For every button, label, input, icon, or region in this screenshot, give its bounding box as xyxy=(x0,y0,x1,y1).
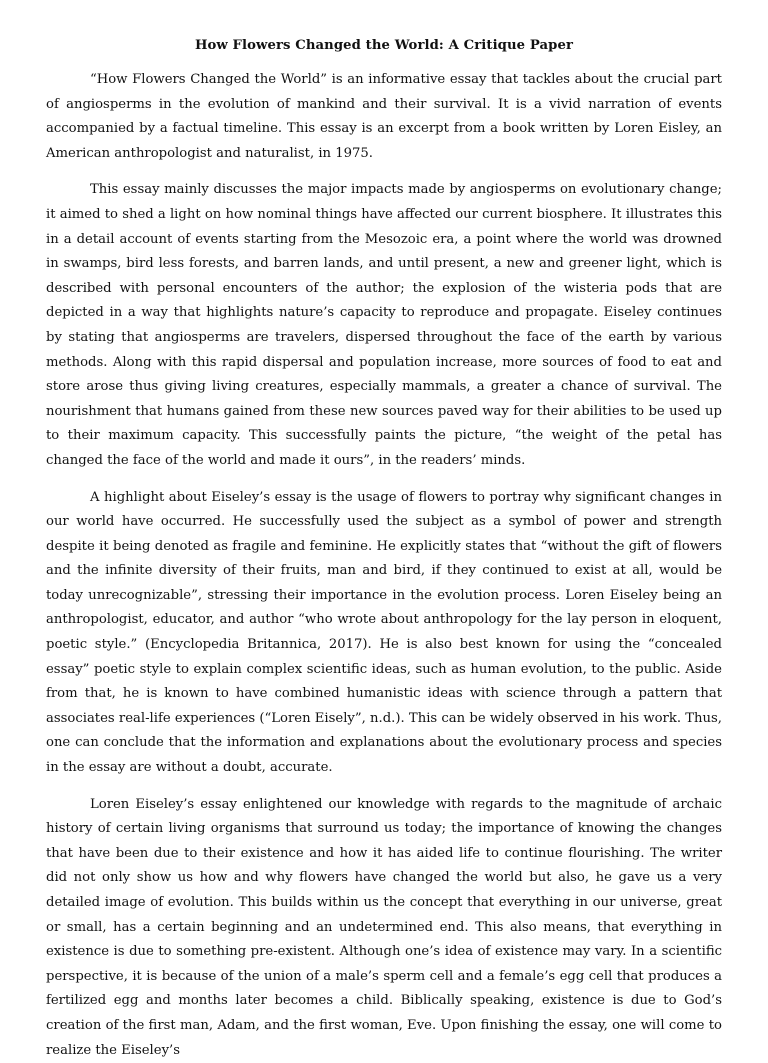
document-title: How Flowers Changed the World: A Critique Paper xyxy=(194,38,574,53)
paragraph-1: “How Flowers Changed the World” is an informative essay that tackles about the crucial part of angiosperms in the evolution of mankind and their survival. It is a vivid narration of events accompanied by a factual timeline. This essay is an excerpt from a book written by Loren Eisley, an American anthropologist and naturalist, in 1975. xyxy=(46,72,722,161)
paragraph-4: Loren Eiseley’s essay enlightened our knowledge with regards to the magnitude of archaic history of certain living organisms that surround us today; the importance of knowing the changes that have been due to their existence and how it has aided life to continue flourishing. The writer did not only show us how and why flowers have changed the world but also, he gave us a very detailed image of evolution. This builds within us the concept that everything in our universe, great or small, has a certain beginning and an undetermined end. This also means, that everything in existence is due to something pre-existent. Although one’s idea of existence may vary. In a scientific perspective, it is because of the union of a male’s sperm cell and a female’s egg cell that produces a fertilized egg and months later becomes a child. Biblically speaking, existence is due to God’s creation of the first man, Adam, and the first woman, Eve. Upon finishing the essay, one will come to realize the Eiseley’s xyxy=(46,796,722,1058)
paragraph-3: A highlight about Eiseley’s essay is the usage of flowers to portray why significant changes in our world have occurred. He successfully used the subject as a symbol of power and strength despite it being denoted as fragile and feminine. He explicitly states that “without the gift of flowers and the infinite diversity of their fruits, man and bird, if they continued to exist at all, would be today unrecognizable”, stressing their importance in the evolution process. Loren Eiseley being an anthropologist, educator, and author “who wrote about anthropology for the lay person in eloquent, poetic style.” (Encyclopedia Britannica, 2017). He is also best known for using the “concealed essay” poetic style to explain complex scientific ideas, such as human evolution, to the public. Aside from that, he is known to have combined humanistic ideas with science through a pattern that associates real-life experiences (“Loren Eisely”, n.d.). This can be widely observed in his work. Thus, one can conclude that the information and explanations about the evolutionary process and species in the essay are without a doubt, accurate. xyxy=(46,489,722,776)
paragraph-2: This essay mainly discusses the major impacts made by angiosperms on evolutionary change; it aimed to shed a light on how nominal things have affected our current biosphere. It illustrates this in a detail account of events starting from the Mesozoic era, a point where the world was drowned in swamps, bird less forests, and barren lands, and until present, a new and greener light, which is described with personal encounters of the author; the explosion of the wisteria pods that are depicted in a way that highlights nature’s capacity to reproduce and propagate. Eiseley continues by stating that angiosperms are travelers, dispersed throughout the face of the earth by various methods. Along with this rapid dispersal and population increase, more sources of food to eat and store arose thus giving living creatures, especially mammals, a greater a chance of survival. The nourishment that humans gained from these new sources paved way for their abilities to be used up to their maximum capacity. This successfully paints the picture, “the weight of the petal has changed the face of the world and made it ours”, in the readers’ minds. xyxy=(46,182,722,468)
